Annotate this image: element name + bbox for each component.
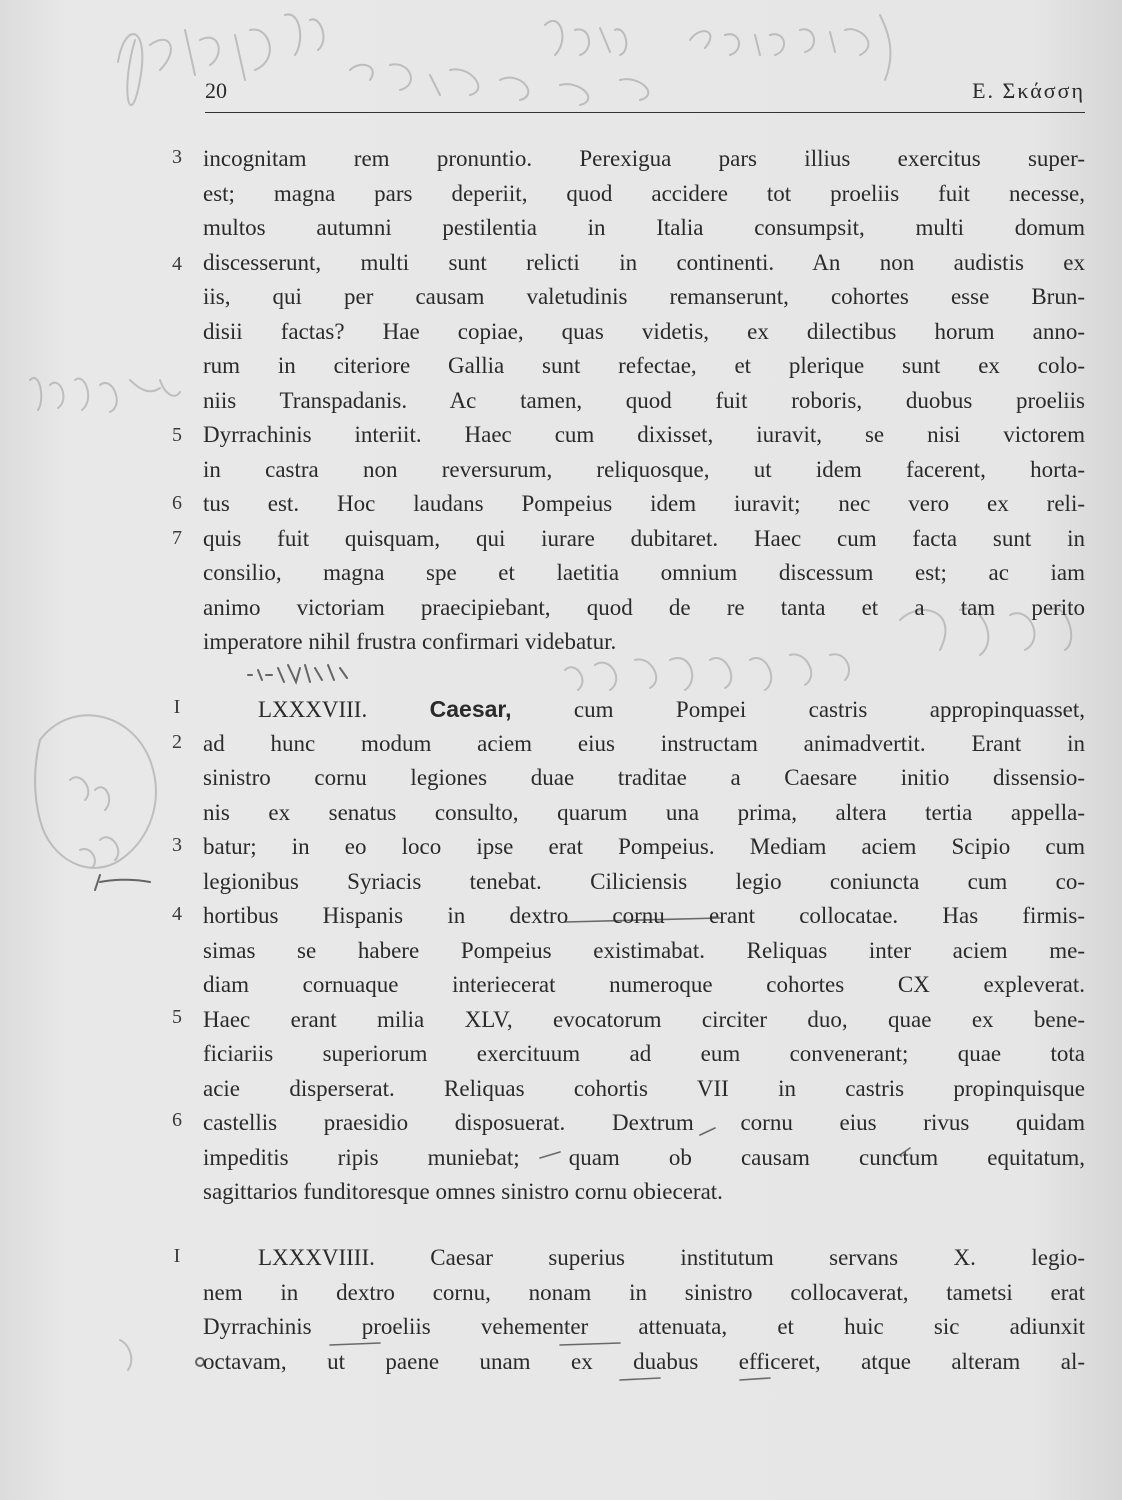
text-line: consilio, magna spe et laetitia omnium discessum est; ac iam [203,560,1085,585]
text-line: sinistro cornu legiones duae traditae a Caesare initio dissensio- [203,765,1085,790]
margin-number: I [173,1245,181,1267]
text-line: simas se habere Pompeius existimabat. Reliquas inter aciem me- [203,937,1085,963]
chapter-first-line-rest: cum Pompei castris appropinquasset, [573,697,1085,722]
text-line: discesserunt, multi sunt relicti in continenti. An non audistis ex [203,249,1085,275]
text-line: disii factas? Hae copiae, quas videtis, ex dilectibus horum anno- [203,318,1085,344]
margin-number: 3 [172,146,182,168]
text-line: animo victoriam praecipiebant, quod de re tanta et a tam perito [203,594,1085,620]
margin-number: 5 [172,424,182,446]
text-line: quis fuit quisquam, qui iurare dubitaret. Haec cum facta sunt in [203,525,1085,551]
text-line: multos autumni pestilentia in Italia consumpsit, multi domum [203,215,1085,240]
text-line: est; magna pars deperiit, quod accidere tot proeliis fuit necesse, [203,180,1085,206]
text-line: in castra non reversurum, reliquosque, ut idem facerent, horta- [203,456,1085,482]
text-line: Haec erant milia XLV, evocatorum circiter duo, quae ex bene- [203,1006,1085,1032]
text-line: acie disperserat. Reliquas cohortis VII in castris propinquisque [203,1075,1085,1101]
text-line: incognitam rem pronuntio. Perexigua pars illius exercitus super- [203,146,1085,171]
margin-number: I [173,696,181,718]
margin-number: 6 [172,492,182,514]
text-line: Dyrrachinis interiit. Haec cum dixisset, iuravit, se nisi victorem [203,422,1085,447]
text-line: nis ex senatus consulto, quarum una prima, altera tertia appella- [203,799,1085,825]
text-line: castellis praesidio disposuerat. Dextrum cornu eius rivus quidam [203,1110,1085,1135]
page-number: 20 [205,78,227,103]
margin-number: 7 [172,527,182,549]
text-line: iis, qui per causam valetudinis remanserunt, cohortes esse Brun- [203,284,1085,309]
chapter-number: LXXXVIII. [258,697,368,722]
chapter-first-line: LXXXVIIII. Caesar superius institutum servans X. legio- [258,1245,1085,1270]
text-line: octavam, ut paene unam ex duabus efficeret, atque alteram al- [203,1348,1085,1374]
text-line: nem in dextro cornu, nonam in sinistro collocaverat, tametsi erat [203,1279,1085,1305]
text-line: ficiariis superiorum exercituum ad eum convenerant; quae tota [203,1041,1085,1066]
chapter-first-word: Caesar, [429,696,512,722]
margin-number: 4 [172,253,182,275]
text-line: tus est. Hoc laudans Pompeius idem iuravit; nec vero ex reli- [203,491,1085,516]
text-line: ad hunc modum aciem eius instructam animadvertit. Erant in [203,730,1085,756]
margin-number: 2 [172,731,182,753]
text-line: legionibus Syriacis tenebat. Ciliciensis legio coniuncta cum co- [203,868,1085,894]
text-line: Dyrrachinis proeliis vehementer attenuata, et huic sic adiunxit [203,1314,1085,1339]
text-line: sagittarios funditoresque omnes sinistro cornu obiecerat. [203,1179,723,1204]
text-line: impeditis ripis muniebat; quam ob causam cunctum equitatum, [203,1144,1085,1170]
text-line: rum in citeriore Gallia sunt refectae, et plerique sunt ex colo- [203,353,1085,378]
text-line: batur; in eo loco ipse erat Pompeius. Mediam aciem Scipio cum [203,834,1085,859]
text-line: hortibus Hispanis in dextro cornu erant collocatae. Has firmis- [203,903,1085,928]
chapter-first-line [258,692,1085,727]
running-head: Ε. Σκάσση [972,78,1085,103]
margin-number: 4 [172,903,182,925]
margin-number: 6 [172,1109,182,1131]
margin-number: 5 [172,1006,182,1028]
text-line: imperatore nihil frustra confirmari videbatur. [203,629,617,654]
margin-number: 3 [172,834,182,856]
page-header [205,74,1085,113]
text-line: niis Transpadanis. Ac tamen, quod fuit roboris, duobus proeliis [203,387,1085,413]
text-line: diam cornuaque interiecerat numeroque cohortes CX expleverat. [203,972,1085,997]
